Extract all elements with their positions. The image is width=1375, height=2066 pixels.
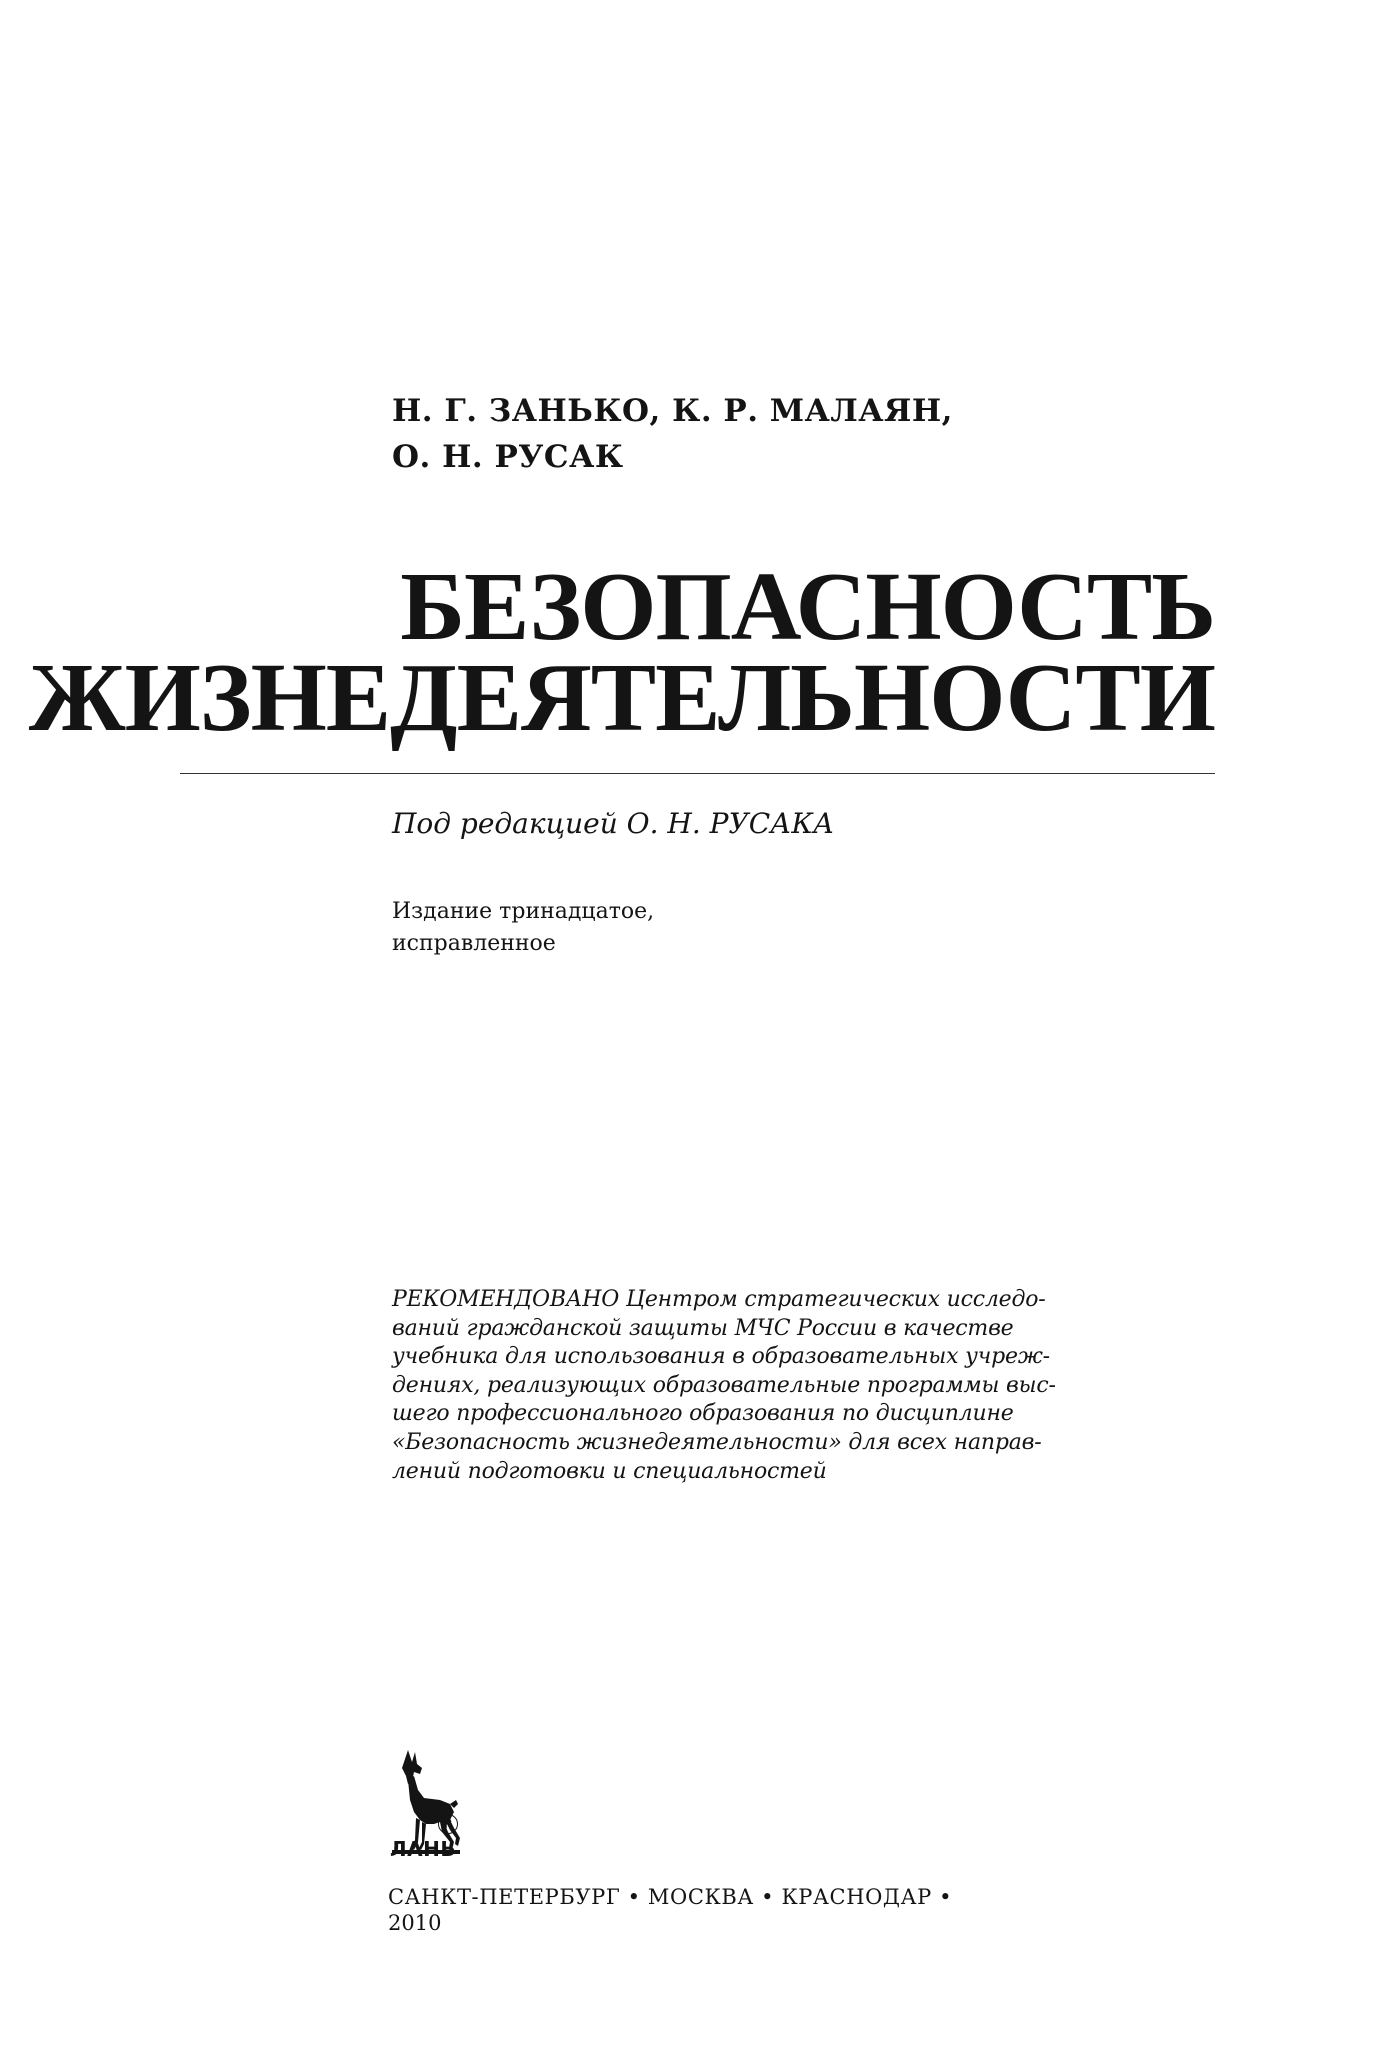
edition-line-2: исправленное [392,931,556,956]
publisher-logo-text: ЛАНЬ [390,1837,457,1861]
authors [392,388,953,480]
registered-mark-icon: R [438,1814,458,1834]
recommendation-note [392,1286,1132,1486]
edition-line-1: Издание тринадцатое, [392,899,655,924]
imprint-year: 2010 [388,1911,442,1935]
recommendation-line-2: ваний гражданской защиты МЧС России в качестве [392,1315,1014,1341]
title-divider [180,773,1215,774]
recommendation-line-6: «Безопасность жизнедеятельности» для всех направ- [392,1429,1042,1455]
recommendation-line-7: лений подготовки и специальностей [392,1458,827,1484]
recommendation-line-5: шего профессионального образования по дисциплине [392,1401,1014,1427]
edition-note [392,896,654,960]
book-title [28,553,1215,752]
book-title-line-1: БЕЗОПАСНОСТЬ [400,553,1215,661]
recommendation-line-4: дениях, реализующих образовательные программы выс- [392,1372,1056,1398]
recommendation-line-1: РЕКОМЕНДОВАНО Центром стратегических исследо- [392,1287,1046,1312]
imprint-cities: САНКТ-ПЕТЕРБУРГ • МОСКВА • КРАСНОДАР • [388,1885,953,1909]
recommendation-line-3: учебника для использования в образовательных учреж- [392,1344,1050,1370]
book-title-line-2: ЖИЗНЕДЕЯТЕЛЬНОСТИ [28,644,1215,752]
authors-line-1: Н. Г. ЗАНЬКО, К. Р. МАЛАЯН, [392,393,953,429]
editor-credit: Под редакцией О. Н. РУСАКА [392,807,835,840]
authors-line-2: О. Н. РУСАК [392,439,624,475]
